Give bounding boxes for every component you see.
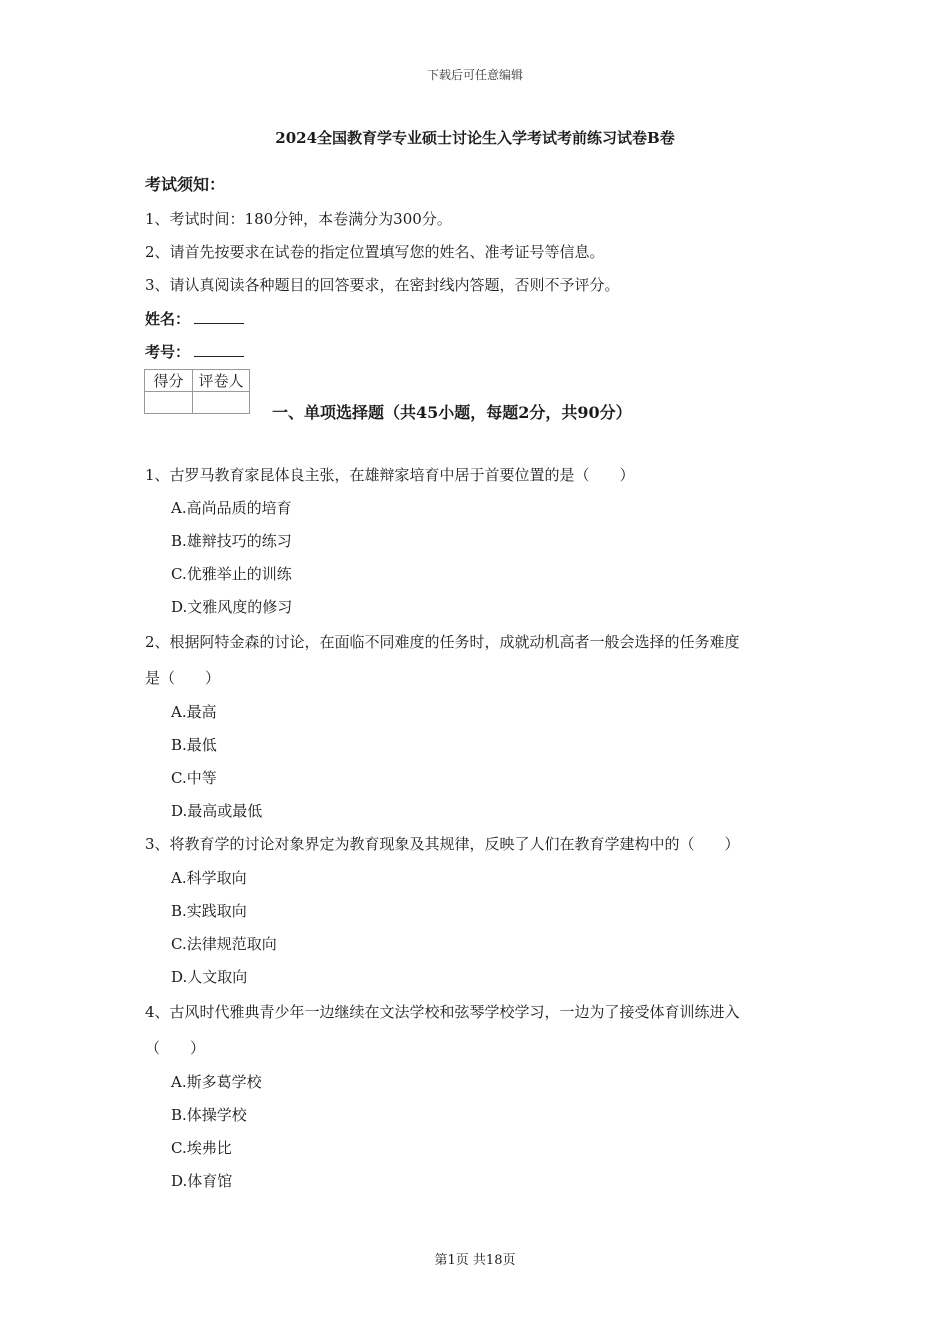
notice-heading: 考试须知： bbox=[145, 175, 226, 194]
header-note: 下载后可任意编辑 bbox=[426, 68, 523, 82]
grader-header: 评卷人 bbox=[193, 370, 250, 392]
name-label: 姓名： bbox=[145, 310, 191, 328]
question-stem: 1、古罗马教育家昆体良主张，在雄辩家培育中居于首要位置的是（ ） bbox=[145, 466, 635, 484]
exam-number-label: 考号： bbox=[145, 343, 191, 361]
question-option: B.实践取向 bbox=[171, 902, 247, 920]
question-option: C.法律规范取向 bbox=[171, 935, 277, 953]
question-option: C.埃弗比 bbox=[171, 1139, 232, 1157]
exam-number-field bbox=[145, 341, 244, 362]
exam-number-blank bbox=[194, 342, 244, 357]
question-option: B.雄辩技巧的练习 bbox=[171, 532, 292, 550]
question-option: C.优雅举止的训练 bbox=[171, 565, 292, 583]
score-cell bbox=[145, 392, 193, 414]
name-field bbox=[145, 308, 244, 329]
name-blank bbox=[194, 309, 244, 324]
question-option: C.中等 bbox=[171, 769, 217, 787]
page-footer: 第1页 共18页 bbox=[434, 1253, 516, 1268]
notice-item: 2、请首先按要求在试卷的指定位置填写您的姓名、准考证号等信息。 bbox=[145, 243, 605, 261]
question-option: A.科学取向 bbox=[171, 869, 247, 887]
section-heading: 一、单项选择题（共45小题，每题2分，共90分） bbox=[272, 403, 632, 422]
question-option: A.最高 bbox=[171, 703, 217, 721]
question-stem-continued: （ ） bbox=[145, 1039, 206, 1057]
question-option: D.体育馆 bbox=[171, 1172, 233, 1190]
question-option: B.体操学校 bbox=[171, 1106, 247, 1124]
notice-item: 1、考试时间：180分钟，本卷满分为300分。 bbox=[145, 210, 452, 228]
question-option: D.文雅风度的修习 bbox=[171, 598, 293, 616]
question-stem: 2、根据阿特金森的讨论，在面临不同难度的任务时，成就动机高者一般会选择的任务难度 bbox=[145, 633, 740, 651]
score-header: 得分 bbox=[145, 370, 193, 392]
score-table bbox=[144, 369, 250, 414]
question-option: B.最低 bbox=[171, 736, 217, 754]
question-stem-continued: 是（ ） bbox=[145, 669, 221, 687]
question-option: A.斯多葛学校 bbox=[171, 1073, 262, 1091]
question-option: D.人文取向 bbox=[171, 968, 248, 986]
question-option: A.高尚品质的培育 bbox=[171, 499, 292, 517]
notice-item: 3、请认真阅读各种题目的回答要求，在密封线内答题，否则不予评分。 bbox=[145, 276, 620, 294]
question-stem: 3、将教育学的讨论对象界定为教育现象及其规律，反映了人们在教育学建构中的（ ） bbox=[145, 835, 740, 853]
question-option: D.最高或最低 bbox=[171, 802, 263, 820]
document-title: 2024全国教育学专业硕士讨论生入学考试考前练习试卷B卷 bbox=[275, 129, 675, 147]
grader-cell bbox=[193, 392, 250, 414]
question-stem: 4、古风时代雅典青少年一边继续在文法学校和弦琴学校学习，一边为了接受体育训练进入 bbox=[145, 1003, 740, 1021]
